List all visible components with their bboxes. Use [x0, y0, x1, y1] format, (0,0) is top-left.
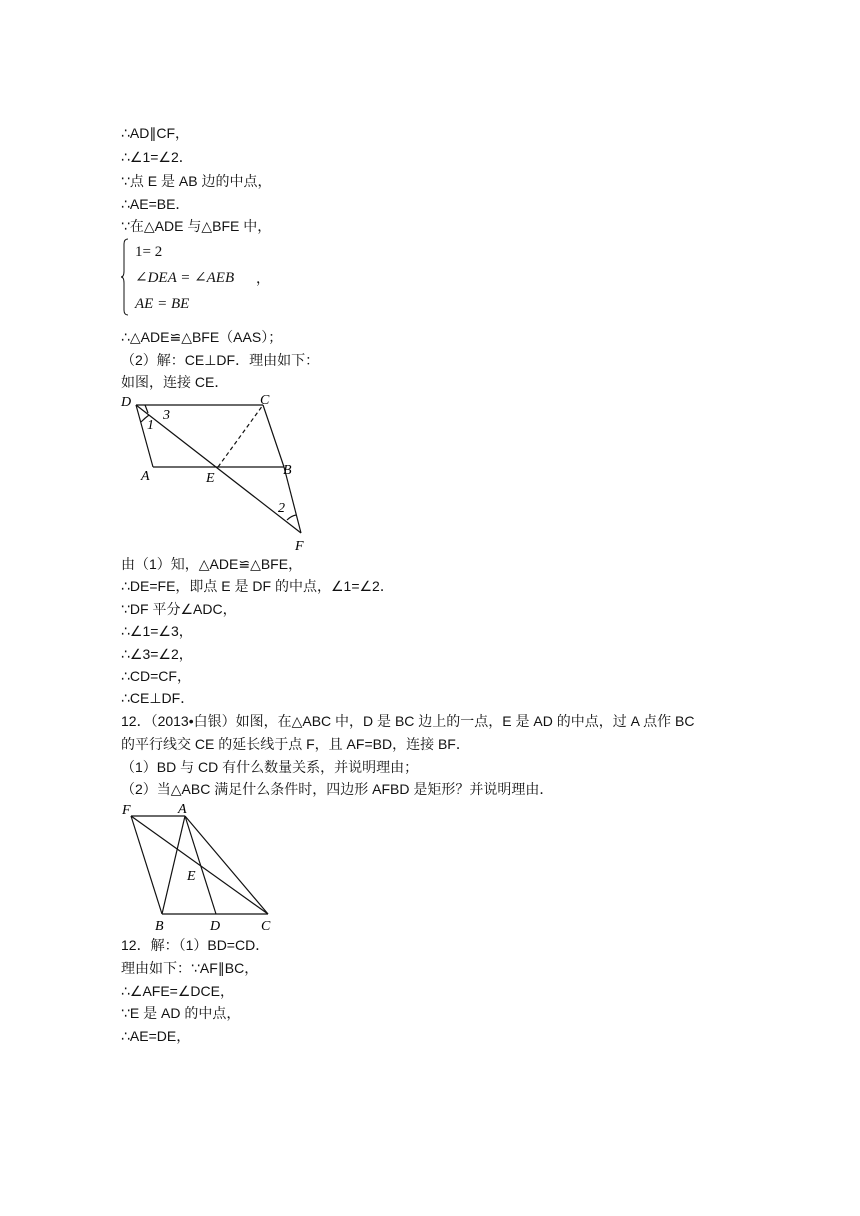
proof-line: 12．解：（1）BD=CD．: [121, 937, 270, 953]
proof-line: ∴∠1=∠3，: [121, 623, 193, 639]
proof-line: ∵E 是 AD 的中点，: [121, 1005, 241, 1021]
proof-line: ∴AD∥CF，: [121, 125, 190, 141]
proof-line: ∴△ADE≌△BFE（AAS）；: [121, 329, 283, 345]
label-D: D: [210, 919, 221, 934]
proof-line: ∴AE=BE．: [121, 196, 190, 212]
equation-row: ∠DEA = ∠AEB: [135, 270, 235, 286]
proof-line: ∵点 E 是 AB 边的中点，: [121, 173, 272, 189]
label-angle-2: 2: [278, 501, 285, 516]
proof-line: ∴∠1=∠2．: [121, 149, 193, 165]
problem-text: （1）BD 与 CD 有什么数量关系，并说明理由；: [121, 759, 419, 775]
problem-text: （2）当△ABC 满足什么条件时，四边形 AFBD 是矩形？并说明理由．: [121, 781, 554, 797]
problem-text: 12．（2013•白银）如图，在△ABC 中，D 是 BC 边上的一点，E 是 AD 的中点，过 A 点作 BC: [121, 713, 695, 729]
proof-line: ∵在△ADE 与△BFE 中，: [121, 218, 272, 234]
label-B: B: [155, 919, 164, 934]
label-E: E: [206, 471, 215, 486]
label-C: C: [261, 919, 271, 934]
label-F: F: [122, 803, 131, 818]
label-B: B: [283, 463, 292, 478]
label-C: C: [260, 393, 270, 408]
label-D: D: [121, 395, 132, 410]
proof-line: ∴∠3=∠2，: [121, 646, 193, 662]
proof-line: ∴CD=CF，: [121, 668, 191, 684]
equation-trail: ，: [256, 270, 270, 286]
figure-parallelogram-1: [115, 390, 315, 555]
proof-line: 如图，连接 CE．: [121, 374, 229, 390]
proof-line: （2）解：CE⊥DF．理由如下：: [121, 352, 320, 368]
left-brace: [121, 238, 129, 316]
label-angle-3: 3: [163, 408, 170, 423]
label-A: A: [141, 469, 150, 484]
equation-row: AE = BE: [135, 296, 190, 312]
proof-line: ∴AE=DE，: [121, 1028, 191, 1044]
proof-line: ∴CE⊥DF．: [121, 690, 195, 706]
equation-row: 1= 2: [135, 244, 163, 260]
proof-line: ∵DF 平分∠ADC，: [121, 601, 237, 617]
label-angle-1: 1: [147, 418, 154, 433]
label-E: E: [187, 869, 196, 884]
figure-triangle-2: [118, 800, 278, 935]
label-A: A: [178, 802, 187, 817]
proof-line: ∴DE=FE，即点 E 是 DF 的中点，∠1=∠2．: [121, 578, 394, 594]
equation-system: [121, 238, 321, 318]
proof-line: 由（1）知，△ADE≌△BFE，: [121, 556, 303, 572]
proof-line: ∴∠AFE=∠DCE，: [121, 983, 234, 999]
proof-line: 理由如下：∵AF∥BC，: [121, 960, 259, 976]
label-F: F: [295, 539, 304, 554]
problem-text: 的平行线交 CE 的延长线于点 F，且 AF=BD，连接 BF．: [121, 736, 470, 752]
